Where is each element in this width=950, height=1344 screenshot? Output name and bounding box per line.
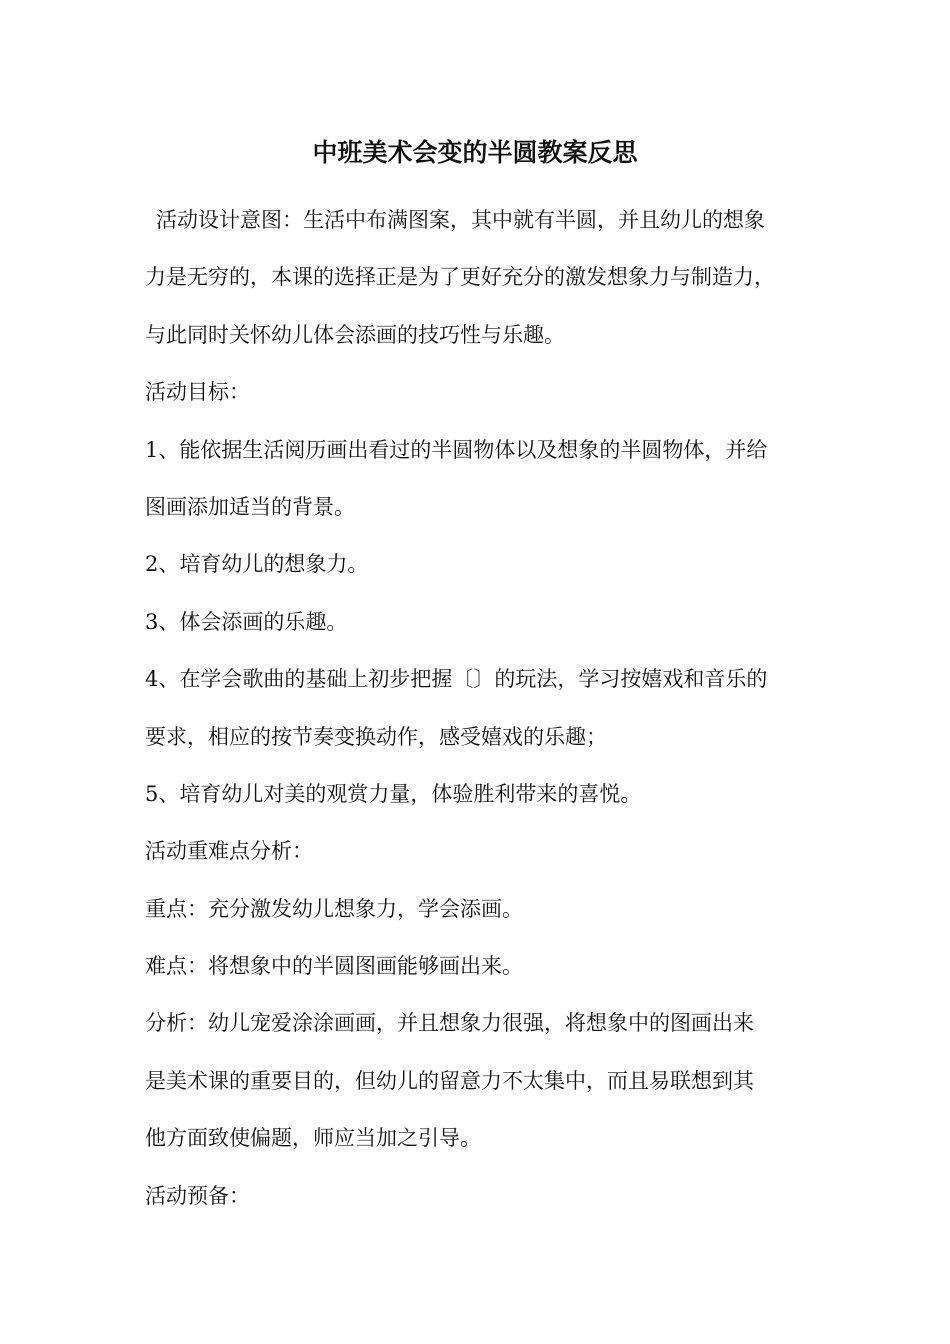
list-item-continuation: 图画添加适当的背景。 <box>145 494 355 519</box>
paragraph-line: 是美术课的重要目的，但幼儿的留意力不太集中，而且易联想到其 <box>145 1068 754 1093</box>
paragraph-line: 力是无穷的，本课的选择正是为了更好充分的激发想象力与制造力， <box>145 265 775 290</box>
paragraph-line: 活动设计意图：生活中布满图案，其中就有半圆，并且幼儿的想象 <box>156 208 765 232</box>
list-item: 2、培育幼儿的想象力。 <box>145 552 369 577</box>
document-title: 中班美术会变的半圆教案反思 <box>312 138 638 167</box>
list-item: 4、在学会歌曲的基础上初步把握〔〕的玩法，学习按嬉戏和音乐的 <box>145 667 768 692</box>
paragraph-line: 重点：充分激发幼儿想象力，学会添画。 <box>145 896 523 921</box>
paragraph-line: 难点：将想象中的半圆图画能够画出来。 <box>145 954 523 979</box>
document-body <box>145 200 845 1233</box>
section-heading: 活动预备： <box>145 1183 250 1208</box>
list-item: 1、能依据生活阅历画出看过的半圆物体以及想象的半圆物体，并给 <box>145 437 768 462</box>
paragraph-line: 分析：幼儿宠爱涂涂画画，并且想象力很强，将想象中的图画出来 <box>145 1011 754 1036</box>
paragraph-line: 与此同时关怀幼儿体会添画的技巧性与乐趣。 <box>145 322 565 347</box>
list-item: 3、体会添画的乐趣。 <box>145 609 348 634</box>
list-item: 5、培育幼儿对美的观赏力量，体验胜利带来的喜悦。 <box>145 781 642 806</box>
paragraph-line: 他方面致使偏题，师应当加之引导。 <box>145 1126 481 1151</box>
section-heading: 活动目标： <box>145 380 250 405</box>
section-heading: 活动重难点分析： <box>145 839 313 864</box>
list-item-continuation: 要求，相应的按节奏变换动作，感受嬉戏的乐趣； <box>145 724 607 749</box>
